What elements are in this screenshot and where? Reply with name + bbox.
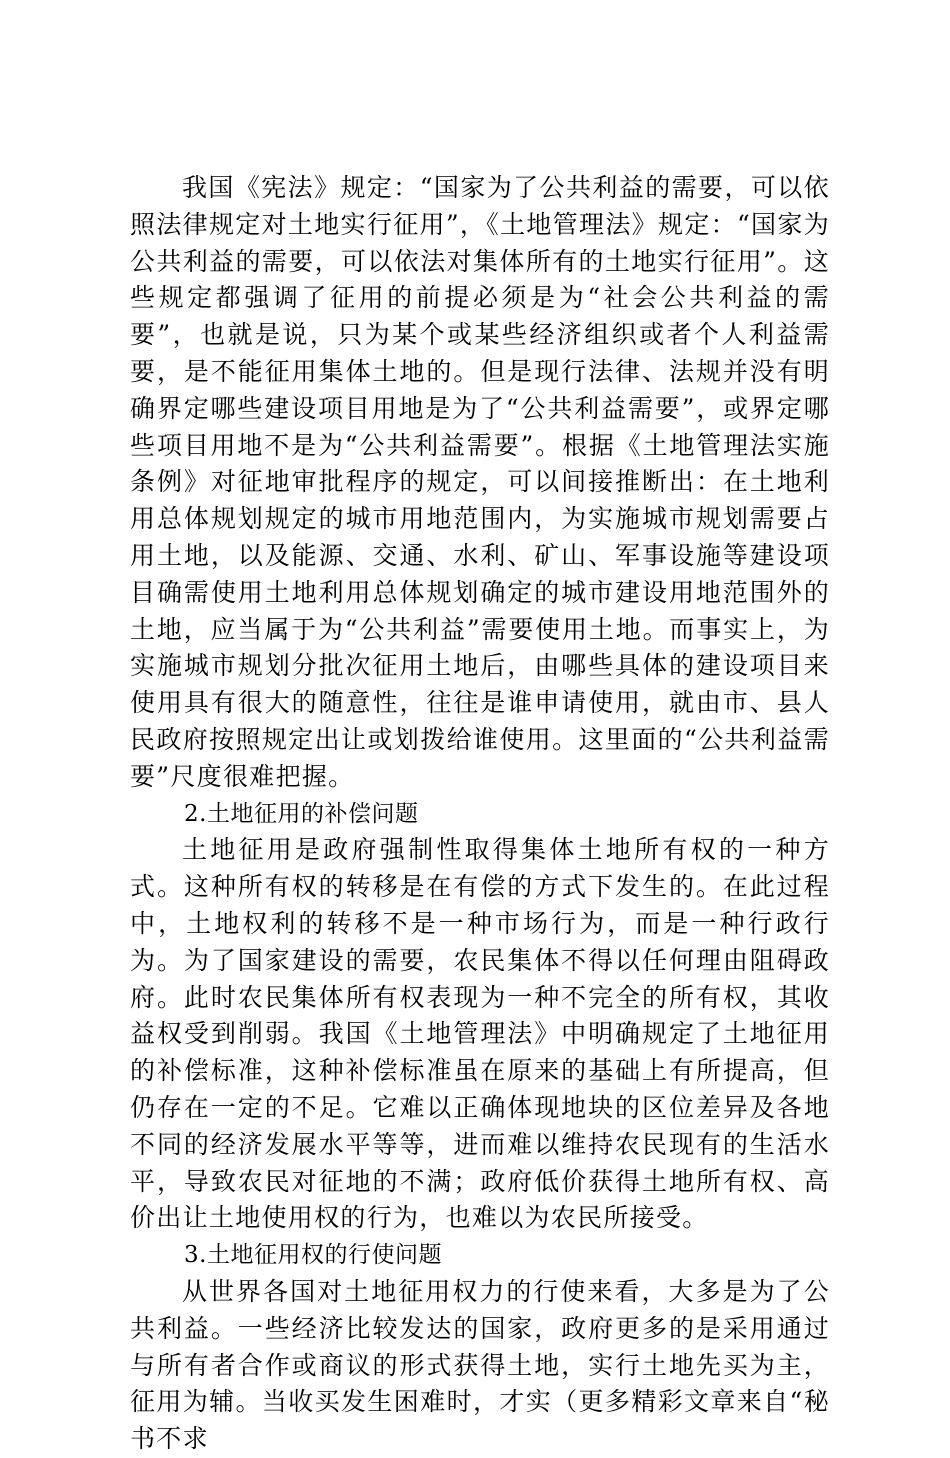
section-heading-expropriation-power: 3.土地征用权的行使问题 xyxy=(184,1242,442,1269)
section-heading-compensation: 2.土地征用的补偿问题 xyxy=(184,800,419,827)
paragraph-public-interest: 我国《宪法》规定：“国家为了公共利益的需要，可以依照法律规定对土地实行征用”，《土地管理法》规定：“国家为公共利益的需要，可以依法对集体所有的土地实行征用”。这些规定都强调了征用的前提必须是为“社会公共利益的需要”，也就是说，只为某个或某些经济组织或者个人利益需要，是不能征用集体土地的。但是现行法律、法规并没有明确界定哪些建设项目用地是为了“公共利益需要”，或界定哪些项目用地不是为“公共利益需要”。根据《土地管理法实施条例》对征地审批程序的规定，可以间接推断出：在土地利用总体规划规定的城市用地范围内，为实施城市规划需要占用土地，以及能源、交通、水利、矿山、军事设施等建设项目确需使用土地利用总体规划确定的城市建设用地范围外的土地，应当属于为“公共利益”需要使用土地。而事实上，为实施城市规划分批次征用土地后，由哪些具体的建设项目来使用具有很大的随意性，往往是谁申请使用，就由市、县人民政府按照规定出让或划拨给谁使用。这里面的“公共利益需要”尺度很难把握。 xyxy=(130,173,830,791)
document-body xyxy=(130,170,830,1458)
paragraph-expropriation-power: 从世界各国对土地征用权力的行使来看，大多是为了公共利益。一些经济比较发达的国家，政府更多的是采用通过与所有者合作或商议的形式获得土地，实行土地先买为主，征用为辅。当收买发生困难时，才实（更多精彩文章来自“秘书不求 xyxy=(130,1276,830,1454)
paragraph-compensation: 土地征用是政府强制性取得集体土地所有权的一种方式。这种所有权的转移是在有偿的方式下发生的。在此过程中，土地权利的转移不是一种市场行为，而是一种行政行为。为了国家建设的需要，农民集体不得以任何理由阻碍政府。此时农民集体所有权表现为一种不完全的所有权，其收益权受到削弱。我国《土地管理法》中明确规定了土地征用的补偿标准，这种补偿标准虽在原来的基础上有所提高，但仍存在一定的不足。它难以正确体现地块的区位差异及各地不同的经济发展水平等等，进而难以维持农民现有的生活水平，导致农民对征地的不满；政府低价获得土地所有权、高价出让土地使用权的行为，也难以为农民所接受。 xyxy=(130,835,830,1233)
